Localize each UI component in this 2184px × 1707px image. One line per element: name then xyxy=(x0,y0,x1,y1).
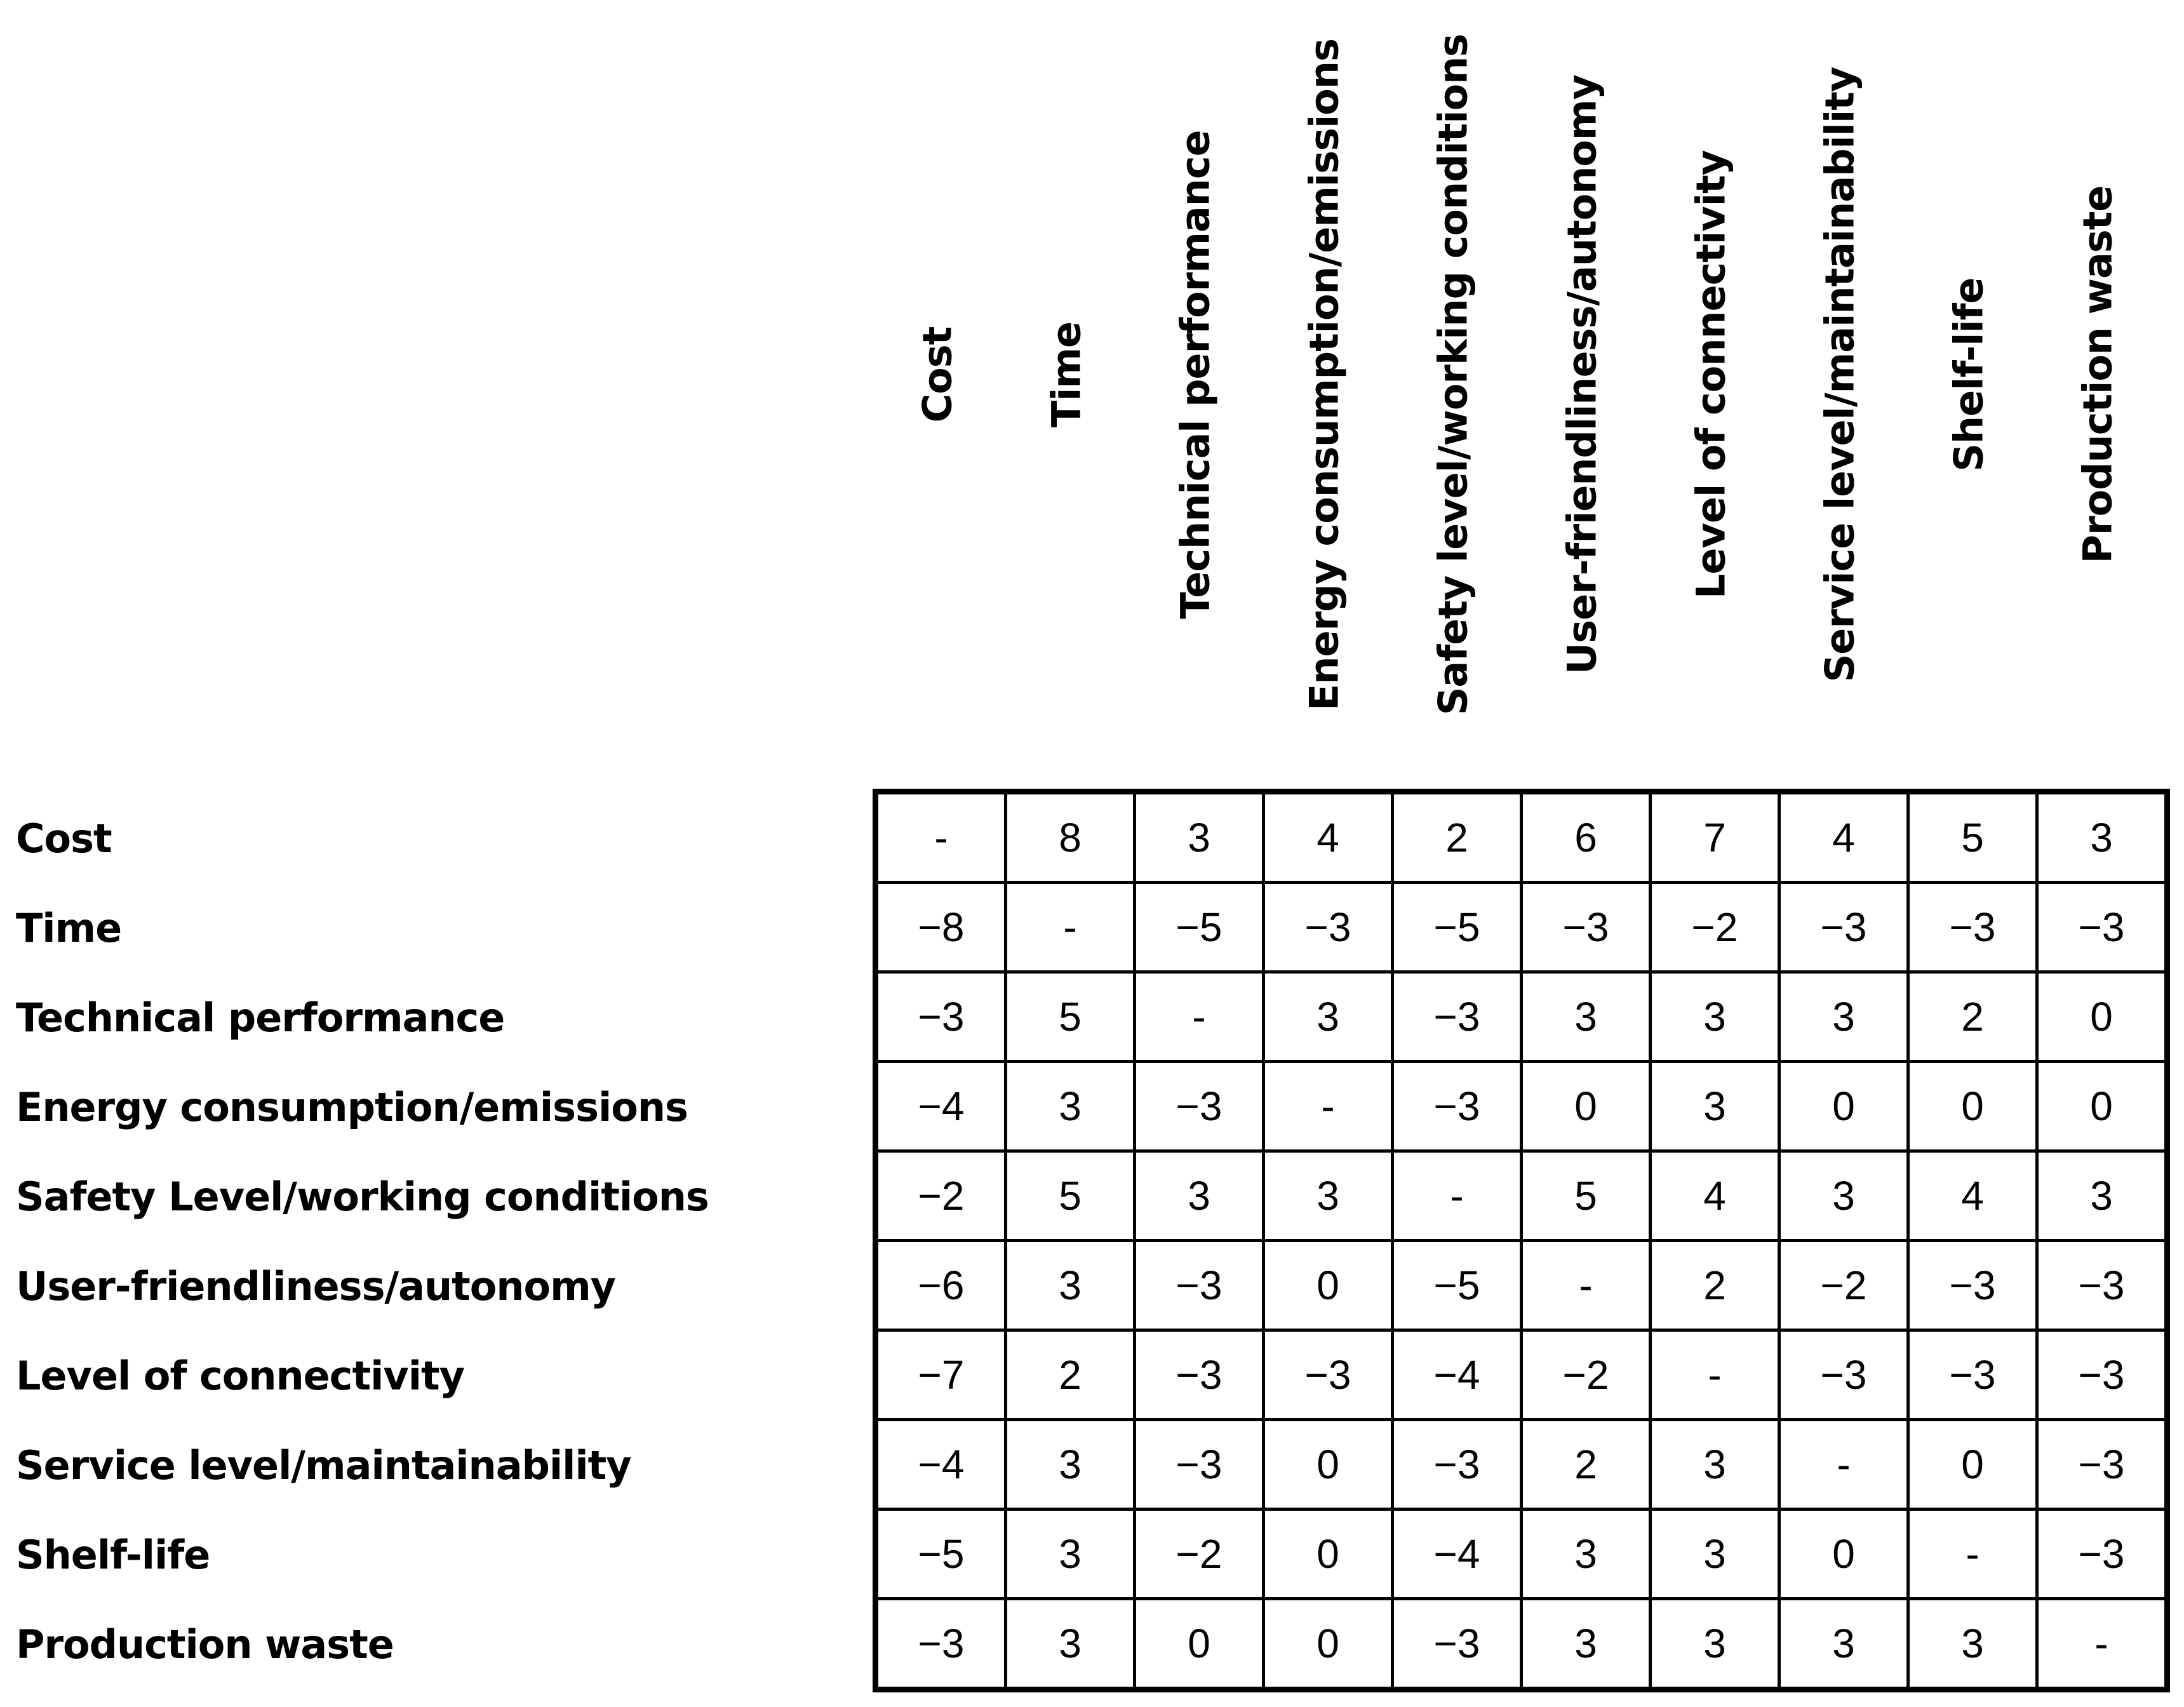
table-cell: 0 xyxy=(1908,1062,2037,1151)
table-cell: −4 xyxy=(876,1420,1006,1510)
table-cell: −2 xyxy=(1522,1330,1651,1420)
table-row xyxy=(876,792,2167,883)
table-cell: - xyxy=(1908,1510,2037,1599)
table-cell: −3 xyxy=(2037,1420,2167,1510)
table-cell: −4 xyxy=(1393,1510,1522,1599)
table-cell: −3 xyxy=(1393,1062,1522,1151)
table-cell: 3 xyxy=(1522,1510,1651,1599)
table-cell: −2 xyxy=(1651,883,1779,972)
table-cell: −3 xyxy=(1264,1330,1393,1420)
table-cell: −3 xyxy=(1135,1420,1264,1510)
table-row xyxy=(876,1599,2167,1690)
table-cell: −2 xyxy=(1135,1510,1264,1599)
table-cell: 2 xyxy=(1651,1241,1779,1330)
table-cell: −7 xyxy=(876,1330,1006,1420)
table-row xyxy=(876,883,2167,972)
row-label-energy-consumption: Energy consumption/emissions xyxy=(16,1084,688,1130)
column-header-label: Technical performance xyxy=(1172,130,1219,619)
table-cell: 3 xyxy=(1651,1420,1779,1510)
table-cell: −3 xyxy=(2037,1330,2167,1420)
table-cell: 4 xyxy=(1908,1151,2037,1241)
column-header-label: Service level/maintainability xyxy=(1816,67,1863,683)
column-header-label: Energy consumption/emissions xyxy=(1301,39,1348,711)
column-header-label: Time xyxy=(1043,321,1090,428)
table-cell: −3 xyxy=(1779,883,1908,972)
table-cell: 3 xyxy=(1779,1151,1908,1241)
table-cell: 0 xyxy=(2037,1062,2167,1151)
table-cell: 3 xyxy=(1651,1062,1779,1151)
table-cell: - xyxy=(2037,1599,2167,1690)
row-label-user-friendliness: User-friendliness/autonomy xyxy=(16,1263,616,1309)
table-cell: −2 xyxy=(876,1151,1006,1241)
column-header-label: User-friendliness/autonomy xyxy=(1558,74,1605,675)
table-cell: 2 xyxy=(1393,792,1522,883)
table-cell: 0 xyxy=(1264,1241,1393,1330)
table-cell: 6 xyxy=(1522,792,1651,883)
table-cell: - xyxy=(876,792,1006,883)
table-cell: 3 xyxy=(1651,1599,1779,1690)
table-cell: −4 xyxy=(1393,1330,1522,1420)
row-label-production-waste: Production waste xyxy=(16,1621,394,1668)
table-row xyxy=(876,972,2167,1062)
table-cell: 3 xyxy=(2037,792,2167,883)
table-cell: 3 xyxy=(1651,972,1779,1062)
trade-off-matrix xyxy=(873,789,2170,1692)
table-cell: −4 xyxy=(876,1062,1006,1151)
table-cell: 0 xyxy=(1264,1510,1393,1599)
table-cell: 5 xyxy=(1006,972,1135,1062)
table-cell: 0 xyxy=(1908,1420,2037,1510)
table-cell: −3 xyxy=(876,1599,1006,1690)
row-label-cost: Cost xyxy=(16,815,112,862)
table-cell: −8 xyxy=(876,883,1006,972)
table-cell: −5 xyxy=(876,1510,1006,1599)
table-cell: 5 xyxy=(1522,1151,1651,1241)
table-cell: - xyxy=(1779,1420,1908,1510)
table-cell: 3 xyxy=(1779,1599,1908,1690)
table-row xyxy=(876,1062,2167,1151)
row-label-service-level: Service level/maintainability xyxy=(16,1442,631,1489)
table-cell: −3 xyxy=(1908,1330,2037,1420)
table-cell: −3 xyxy=(2037,1241,2167,1330)
table-cell: 3 xyxy=(1522,972,1651,1062)
table-cell: 3 xyxy=(1006,1241,1135,1330)
table-cell: 4 xyxy=(1651,1151,1779,1241)
table-cell: −3 xyxy=(876,972,1006,1062)
table-cell: −2 xyxy=(1779,1241,1908,1330)
column-header-label: Production waste xyxy=(2074,185,2121,564)
column-header-label: Safety level/working conditions xyxy=(1430,34,1477,716)
table-cell: 2 xyxy=(1522,1420,1651,1510)
table-cell: 2 xyxy=(1006,1330,1135,1420)
table-cell: −3 xyxy=(1779,1330,1908,1420)
table-row xyxy=(876,1330,2167,1420)
table-cell: −3 xyxy=(1135,1330,1264,1420)
table-cell: 3 xyxy=(1135,792,1264,883)
row-label-safety-level: Safety Level/working conditions xyxy=(16,1174,709,1220)
table-cell: 0 xyxy=(1264,1420,1393,1510)
table-cell: 3 xyxy=(1264,972,1393,1062)
table-cell: −3 xyxy=(1908,1241,2037,1330)
table-cell: −5 xyxy=(1393,1241,1522,1330)
table-cell: 3 xyxy=(1006,1420,1135,1510)
table-cell: 3 xyxy=(1006,1510,1135,1599)
table-cell: 4 xyxy=(1779,792,1908,883)
table-cell: 0 xyxy=(1264,1599,1393,1690)
table-cell: −3 xyxy=(1264,883,1393,972)
table-cell: 2 xyxy=(1908,972,2037,1062)
table-cell: 3 xyxy=(2037,1151,2167,1241)
table-cell: 3 xyxy=(1522,1599,1651,1690)
table-cell: −3 xyxy=(1393,972,1522,1062)
column-header-label: Cost xyxy=(914,326,961,423)
table-row xyxy=(876,1510,2167,1599)
table-cell: - xyxy=(1135,972,1264,1062)
table-cell: −3 xyxy=(1135,1062,1264,1151)
table-cell: 4 xyxy=(1264,792,1393,883)
table-cell: - xyxy=(1522,1241,1651,1330)
table-cell: 7 xyxy=(1651,792,1779,883)
table-cell: −3 xyxy=(1522,883,1651,972)
table-cell: −3 xyxy=(1135,1241,1264,1330)
table-cell: 0 xyxy=(1522,1062,1651,1151)
table-cell: - xyxy=(1651,1330,1779,1420)
table-cell: 3 xyxy=(1908,1599,2037,1690)
table-cell: 0 xyxy=(1779,1062,1908,1151)
table-cell: 5 xyxy=(1908,792,2037,883)
table-cell: - xyxy=(1264,1062,1393,1151)
column-header-label: Level of connectivity xyxy=(1687,150,1734,599)
table-cell: −5 xyxy=(1393,883,1522,972)
table-cell: 0 xyxy=(1779,1510,1908,1599)
row-label-time: Time xyxy=(16,905,122,951)
row-label-shelf-life: Shelf-life xyxy=(16,1532,210,1578)
table-cell: −6 xyxy=(876,1241,1006,1330)
table-cell: 3 xyxy=(1264,1151,1393,1241)
table-cell: −3 xyxy=(2037,1510,2167,1599)
table-cell: 3 xyxy=(1651,1510,1779,1599)
table-cell: 8 xyxy=(1006,792,1135,883)
table-cell: −5 xyxy=(1135,883,1264,972)
table-cell: 3 xyxy=(1006,1062,1135,1151)
table-cell: - xyxy=(1006,883,1135,972)
table-cell: 0 xyxy=(1135,1599,1264,1690)
table-cell: −3 xyxy=(1393,1420,1522,1510)
table-row xyxy=(876,1420,2167,1510)
table-cell: −3 xyxy=(1908,883,2037,972)
table-cell: −3 xyxy=(1393,1599,1522,1690)
column-header-label: Shelf-life xyxy=(1945,278,1992,472)
row-label-technical-performance: Technical performance xyxy=(16,994,505,1041)
table-cell: 3 xyxy=(1006,1599,1135,1690)
table-cell: - xyxy=(1393,1151,1522,1241)
table-cell: 5 xyxy=(1006,1151,1135,1241)
row-label-connectivity: Level of connectivity xyxy=(16,1353,465,1399)
table-row xyxy=(876,1151,2167,1241)
table-cell: 3 xyxy=(1135,1151,1264,1241)
table-cell: −3 xyxy=(2037,883,2167,972)
table-row xyxy=(876,1241,2167,1330)
table-cell: 0 xyxy=(2037,972,2167,1062)
table-cell: 3 xyxy=(1779,972,1908,1062)
